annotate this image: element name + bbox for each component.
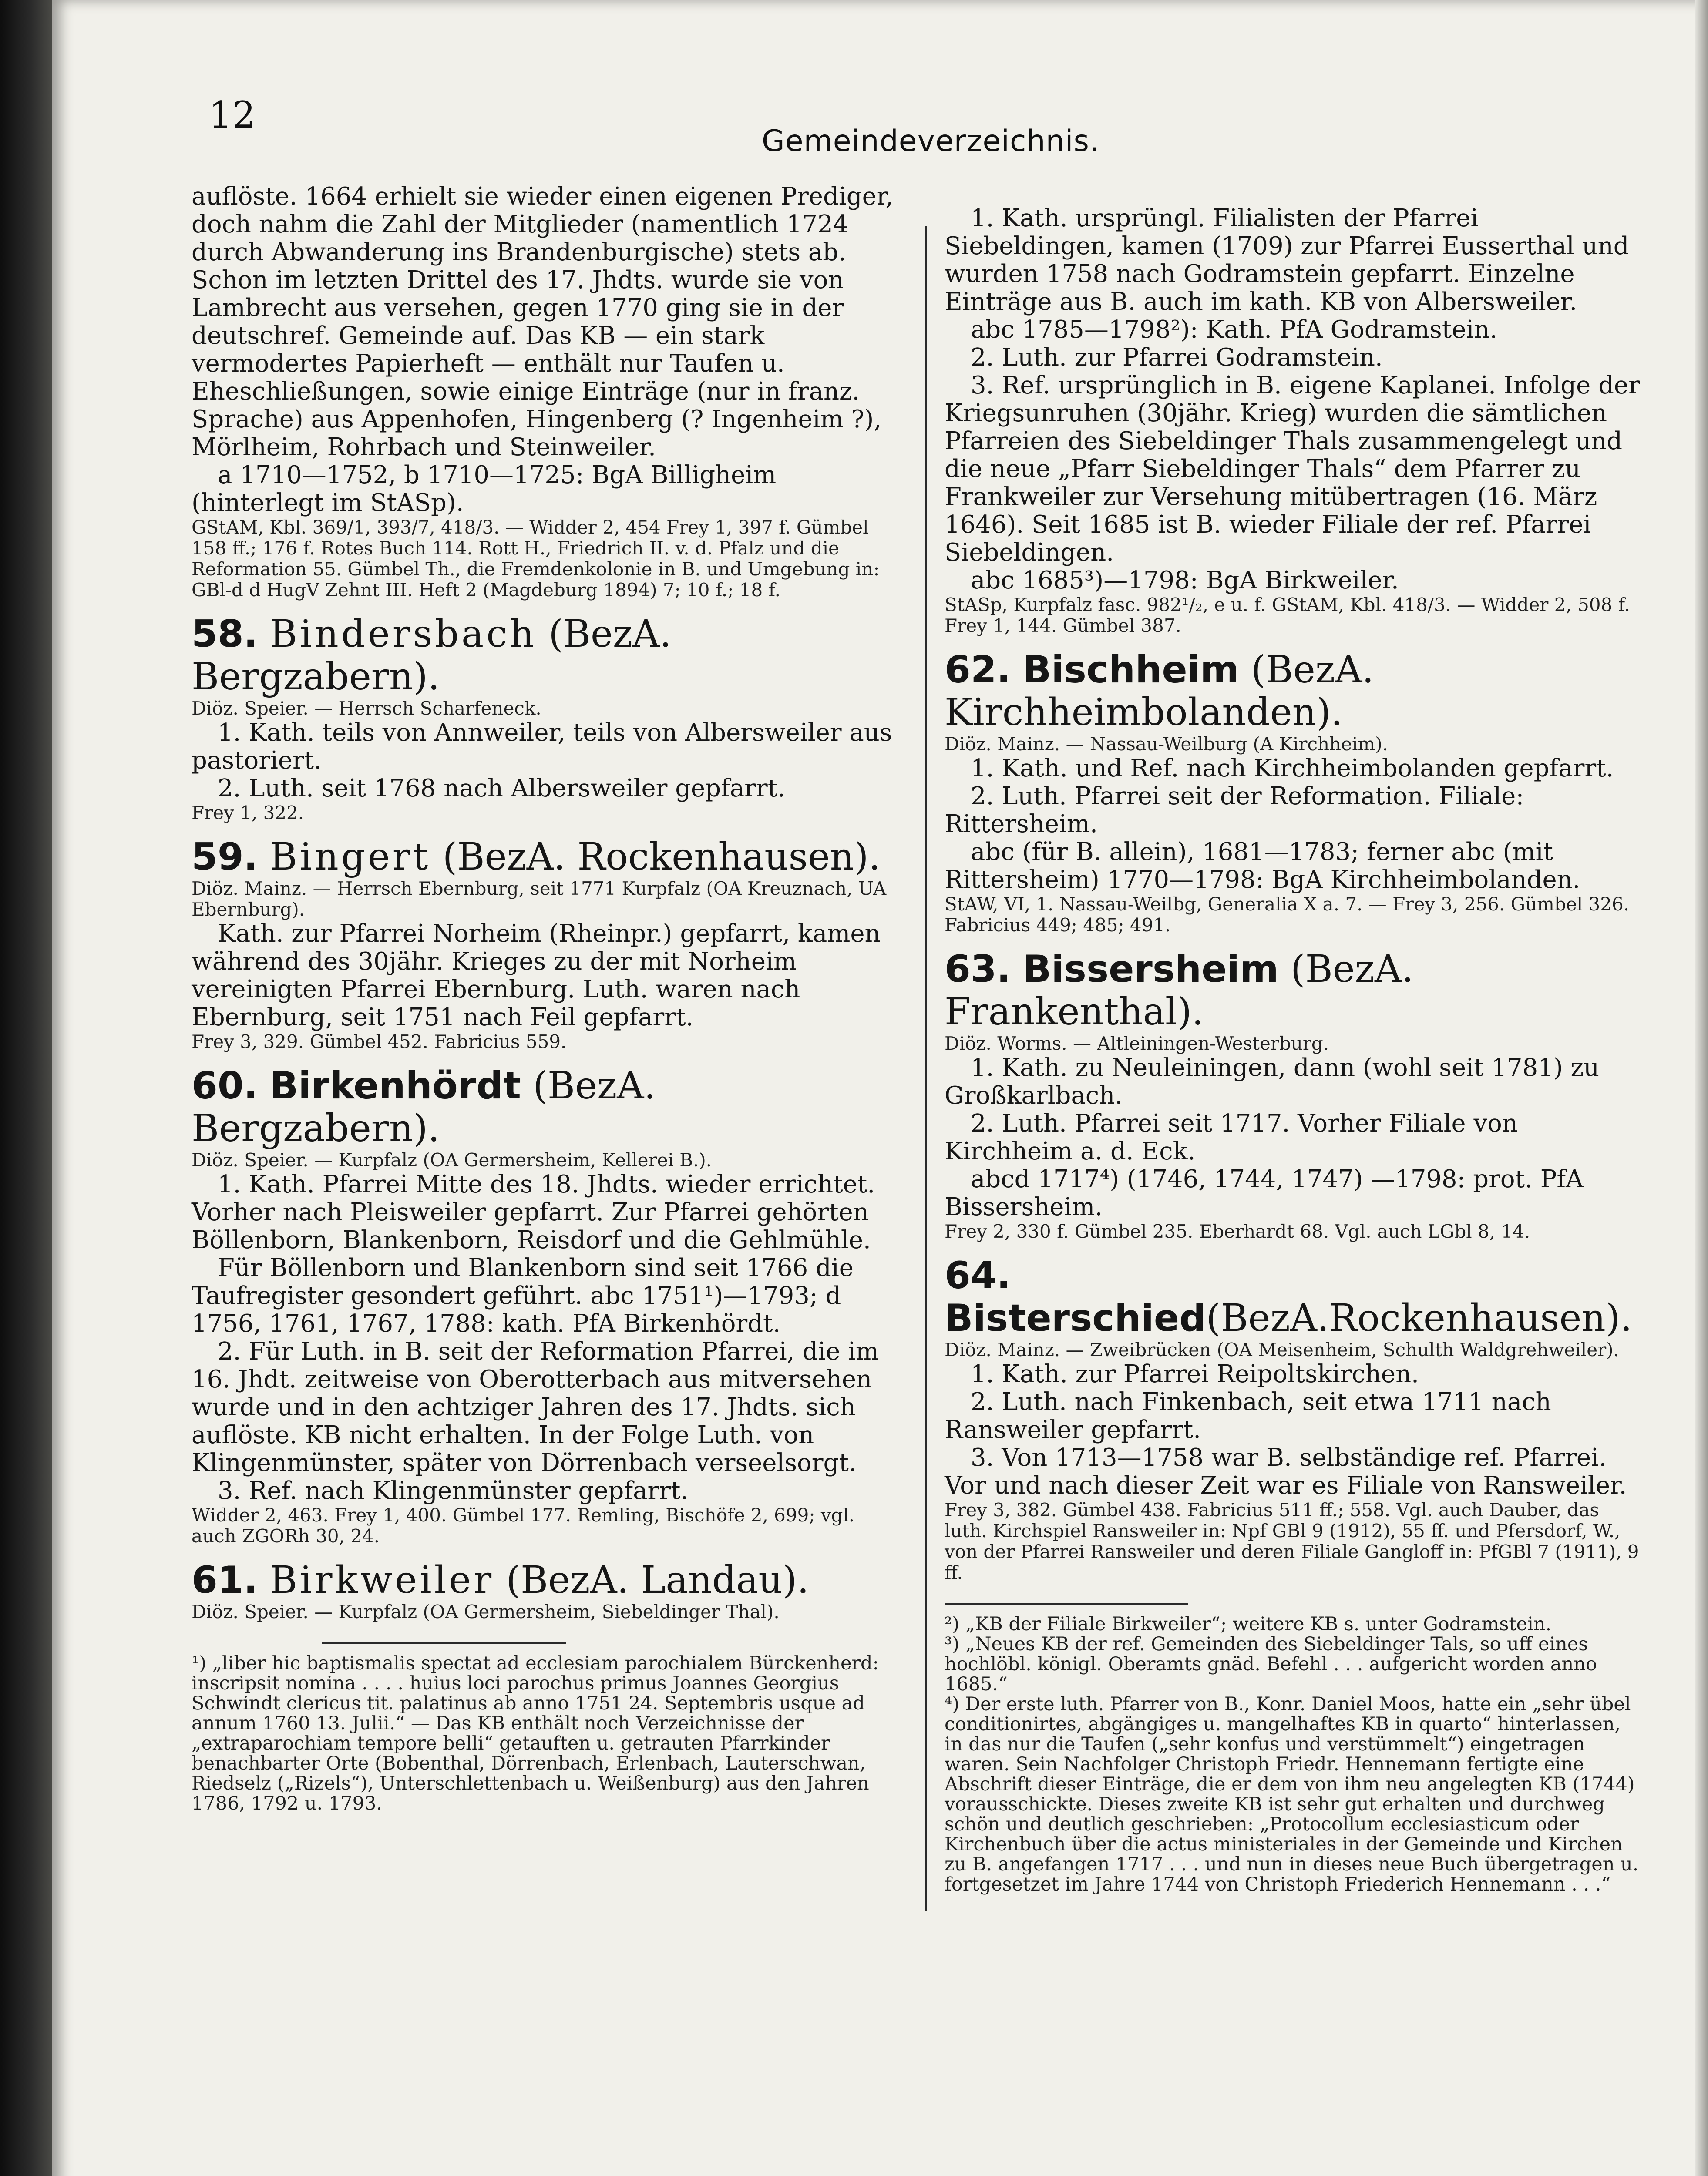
scan-border-left [0, 0, 52, 2176]
entry-place: Birkenhördt [269, 1064, 521, 1108]
entry-district: (BezA. Landau). [506, 1558, 809, 1602]
footnote: ⁴) Der erste luth. Pfarrer von B., Konr. Daniel Moos, hatte ein „sehr übel conditionirtes, abgängiges u. mangelhaftes KB in quarto“ hinterlassen, in das nur die Taufen („sehr konfus und verstümmelt“) eingetragen waren. Sein Nachfolger Christoph Friedr. Hennemann fertigte eine Abschrift dieser Einträge, die er dem von ihm neu angelegten KB (1744) vorausschickte. Dieses zweite KB ist sehr gut erhalten und durchweg schön und deutlich geschrieben: „Protocollum ecclesiasticum oder Kirchenbuch über die actus ministeriales in der Gemeinde und Kirchen zu B. angefangen 1717 . . . und nun in dieses neue Buch übergetragen u. fortgesetzet im Jahre 1744 von Christoph Friederich Hennemann . . .“ [945, 1693, 1639, 1895]
entry-58 [192, 613, 897, 823]
entry-paragraph: 1. Kath. Pfarrei Mitte des 18. Jhdts. wieder errichtet. Vorher nach Pleisweiler gepfarrt. Zur Pfarrei gehörten Böllenborn, Blankenborn, Reisdorf und die Gehlmühle. [192, 1170, 875, 1254]
page-number: 12 [209, 94, 256, 136]
entry-place: Bindersbach [269, 612, 537, 656]
entry-district: (BezA.Rockenhausen). [1206, 1296, 1632, 1340]
entry-59 [192, 836, 897, 1052]
entry-paragraph: 2. Luth. seit 1768 nach Albersweiler gepfarrt. [218, 774, 785, 803]
entry-heading [192, 836, 897, 878]
entry-number: 62. [945, 648, 1011, 692]
continuation-paragraph: abc 1685³)—1798: BgA Birkweiler. [971, 566, 1399, 594]
entry-district: (BezA. Rockenhausen). [442, 835, 881, 879]
entry-district: (BezA. Bergzabern). [192, 1064, 656, 1150]
entry-paragraph: abcd 1717⁴) (1746, 1744, 1747) —1798: prot. PfA Bissersheim. [945, 1165, 1584, 1221]
continuation-paragraph: abc 1785—1798²): Kath. PfA Godramstein. [971, 316, 1498, 344]
reference-line: Frey 2, 330 f. Gümbel 235. Eberhardt 68. Vgl. auch LGbl 8, 14. [945, 1221, 1530, 1242]
entry-district: (BezA. Frankenthal). [945, 947, 1414, 1034]
continuation-paragraph: 2. Luth. zur Pfarrei Godramstein. [971, 343, 1383, 372]
entry-63 [945, 948, 1641, 1242]
entry-paragraph: 1. Kath. und Ref. nach Kirchheimbolanden gepfarrt. [971, 754, 1614, 782]
entry-paragraph: 1. Kath. zu Neuleiningen, dann (wohl seit 1781) zu Großkarlbach. [945, 1054, 1600, 1110]
entry-paragraph: Kath. zur Pfarrei Norheim (Rheinpr.) gepfarrt, kamen während des 30jähr. Krieges zu der mit Norheim vereinigten Pfarrei Ebernburg. Luth. waren nach Ebernburg, seit 1751 nach Feil gepfarrt. [192, 920, 881, 1031]
entry-paragraph: 3. Ref. nach Klingenmünster gepfarrt. [218, 1477, 689, 1505]
entry-paragraph: abc (für B. allein), 1681—1783; ferner abc (mit Rittersheim) 1770—1798: BgA Kirchheimbolanden. [945, 838, 1580, 894]
entry-heading [945, 948, 1641, 1033]
entry-paragraph: 2. Luth. nach Finkenbach, seit etwa 1711 nach Ransweiler gepfarrt. [945, 1388, 1551, 1444]
reference-line: Widder 2, 463. Frey 1, 400. Gümbel 177. Remling, Bischöfe 2, 699; vgl. auch ZGORh 30, 24. [192, 1504, 855, 1547]
entry-meta: Diöz. Speier. — Kurpfalz (OA Germersheim, Siebeldinger Thal). [192, 1601, 780, 1622]
entry-paragraph: 2. Luth. Pfarrei seit 1717. Vorher Filiale von Kirchheim a. d. Eck. [945, 1109, 1518, 1165]
entry-heading [945, 648, 1641, 734]
footnote: ³) „Neues KB der ref. Gemeinden des Siebeldinger Tals, so uff eines hochlöbl. königl. Oberamts gnäd. Befehl . . . aufgericht worden anno 1685.“ [945, 1633, 1597, 1695]
entry-meta: Diöz. Speier. — Kurpfalz (OA Germersheim, Kellerei B.). [192, 1149, 712, 1171]
entry-heading [945, 1254, 1641, 1340]
entry-number: 63. [945, 947, 1011, 991]
running-title: Gemeindeverzeichnis. [762, 124, 1099, 158]
entry-meta: Diöz. Worms. — Altleiningen-Westerburg. [945, 1033, 1329, 1054]
reference-line: Frey 3, 382. Gümbel 438. Fabricius 511 ff.; 558. Vgl. auch Dauber, das luth. Kirchspiel Ransweiler in: Npf GBl 9 (1912), 55 ff. und Pfersdorf, W., von der Pfarrei Ransweiler und deren Filiale Gangloff in: PfGBl 7 (1911), 9 ff. [945, 1499, 1639, 1583]
continuation-paragraph: 3. Ref. ursprünglich in B. eigene Kaplanei. Infolge der Kriegsunruhen (30jähr. Krieg) wurden die sämtlichen Pfarreien des Siebeldinger Thals zusammengelegt und die neue „Pfarr Siebeldinger Thals“ dem Pfarrer zu Frankweiler zur Versehung mitübertragen (16. März 1646). Seit 1685 ist B. wieder Filiale der ref. Pfarrei Siebeldingen. [945, 371, 1640, 567]
entry-district: (BezA. Kirchheimbolanden). [945, 648, 1374, 734]
entry-60 [192, 1064, 897, 1547]
entry-number: 64. [945, 1254, 1011, 1297]
entry-meta: Diöz. Mainz. — Nassau-Weilburg (A Kirchheim). [945, 733, 1388, 755]
entry-number: 61. [192, 1558, 258, 1602]
entry-meta: Diöz. Mainz. — Herrsch Ebernburg, seit 1771 Kurpfalz (OA Kreuznach, UA Ebernburg). [192, 878, 887, 920]
entry-place: Bissersheim [1022, 947, 1279, 991]
entry-paragraph: Für Böllenborn und Blankenborn sind seit 1766 die Taufregister gesondert geführt. abc 1751¹)—1793; d 1756, 1761, 1767, 1788: kath. PfA Birkenhördt. [192, 1254, 854, 1338]
entry-district: (BezA. Bergzabern). [192, 612, 672, 698]
scan-border-right [1695, 0, 1708, 2176]
entry-place: Birkweiler [269, 1558, 494, 1602]
entry-number: 59. [192, 835, 258, 879]
entry-61 [192, 1559, 897, 1622]
reference-line: Frey 1, 322. [192, 802, 304, 823]
entry-paragraph: 1. Kath. teils von Annweiler, teils von Albersweiler aus pastoriert. [192, 719, 892, 775]
entry-64 [945, 1254, 1641, 1583]
column-divider [925, 226, 927, 1911]
entry-meta: Diöz. Speier. — Herrsch Scharfeneck. [192, 698, 541, 719]
continuation-paragraph: 1. Kath. ursprüngl. Filialisten der Pfarrei Siebeldingen, kamen (1709) zur Pfarrei Eusserthal und wurden 1758 nach Godramstein gepfarrt. Einzelne Einträge aus B. auch im kath. KB von Albersweiler. [945, 204, 1629, 316]
footnote-rule [945, 1603, 1188, 1605]
entry-number: 58. [192, 612, 258, 656]
continuation-paragraph: a 1710—1752, b 1710—1725: BgA Billigheim (hinterlegt im StASp). [192, 461, 777, 517]
right-column [945, 205, 1641, 1894]
footnote: ²) „KB der Filiale Birkweiler“; weitere KB s. unter Godramstein. [945, 1613, 1552, 1635]
entry-place: Bischheim [1022, 648, 1239, 692]
entry-heading [192, 1559, 897, 1602]
entry-place: Bisterschied [945, 1296, 1206, 1340]
entry-place: Bingert [269, 835, 431, 879]
entry-meta: Diöz. Mainz. — Zweibrücken (OA Meisenheim, Schulth Waldgrehweiler). [945, 1339, 1619, 1360]
reference-line: Frey 3, 329. Gümbel 452. Fabricius 559. [192, 1031, 567, 1052]
reference-line: GStAM, Kbl. 369/1, 393/7, 418/3. — Widder 2, 454 Frey 1, 397 f. Gümbel 158 ff.; 176 f. Rotes Buch 114. Rott H., Friedrich II. v. d. Pfalz und die Reformation 55. Gümbel Th., die Fremdenkolonie in B. und Umgebung in: GBl-d d HugV Zehnt III. Heft 2 (Magdeburg 1894) 7; 10 f.; 18 f. [192, 517, 880, 601]
entry-number: 60. [192, 1064, 258, 1108]
entry-paragraph: 2. Luth. Pfarrei seit der Reformation. Filiale: Rittersheim. [945, 782, 1524, 838]
reference-line: StASp, Kurpfalz fasc. 982¹/₂, e u. f. GStAM, Kbl. 418/3. — Widder 2, 508 f. Frey 1, 144. Gümbel 387. [945, 594, 1631, 636]
entry-heading [192, 1064, 897, 1150]
entry-paragraph: 3. Von 1713—1758 war B. selbständige ref. Pfarrei. Vor und nach dieser Zeit war es Filiale von Ransweiler. [945, 1444, 1627, 1500]
continuation-paragraph: auflöste. 1664 erhielt sie wieder einen eigenen Prediger, doch nahm die Zahl der Mitglieder (namentlich 1724 durch Abwanderung ins Brandenburgische) stets ab. Schon im letzten Drittel des 17. Jhdts. wurde sie von Lambrecht aus versehen, gegen 1770 ging sie in der deutschref. Gemeinde auf. Das KB — ein stark vermodertes Papierheft — enthält nur Taufen u. Eheschließungen, sowie einige Einträge (nur in franz. Sprache) aus Appenhofen, Hingenberg (? Ingenheim ?), Mörlheim, Rohrbach und Steinweiler. [192, 182, 894, 461]
entry-62 [945, 648, 1641, 936]
reference-line: StAW, VI, 1. Nassau-Weilbg, Generalia X a. 7. — Frey 3, 256. Gümbel 326. Fabricius 449; 485; 491. [945, 893, 1630, 936]
footnote: ¹) „liber hic baptismalis spectat ad ecclesiam parochialem Bürckenherd: inscripsit nomina . . . . huius loci parochus primus Joannes Georgius Schwindt clericus tit. palatinus ab anno 1751 24. Septembris usque ad annum 1760 13. Julii.“ — Das KB enthält noch Verzeichnisse der „extraparochiam tempore belli“ getauften u. getrauten Pfarrkinder benachbarter Orte (Bobenthal, Dörrenbach, Erlenbach, Lauterschwan, Riedselz („Rizels“), Unterschlettenbach u. Weißenburg) aus den Jahren 1786, 1792 u. 1793. [192, 1652, 879, 1814]
entry-paragraph: 1. Kath. zur Pfarrei Reipoltskirchen. [971, 1360, 1419, 1388]
footnote-rule [322, 1642, 566, 1644]
left-column [192, 183, 897, 1813]
entry-heading [192, 613, 897, 698]
entry-paragraph: 2. Für Luth. in B. seit der Reformation Pfarrei, die im 16. Jhdt. zeitweise von Oberotterbach aus mitversehen wurde und in den achtziger Jahren des 17. Jhdts. sich auflöste. KB nicht erhalten. In der Folge Luth. von Klingenmünster, später von Dörrenbach verseelsorgt. [192, 1337, 879, 1477]
